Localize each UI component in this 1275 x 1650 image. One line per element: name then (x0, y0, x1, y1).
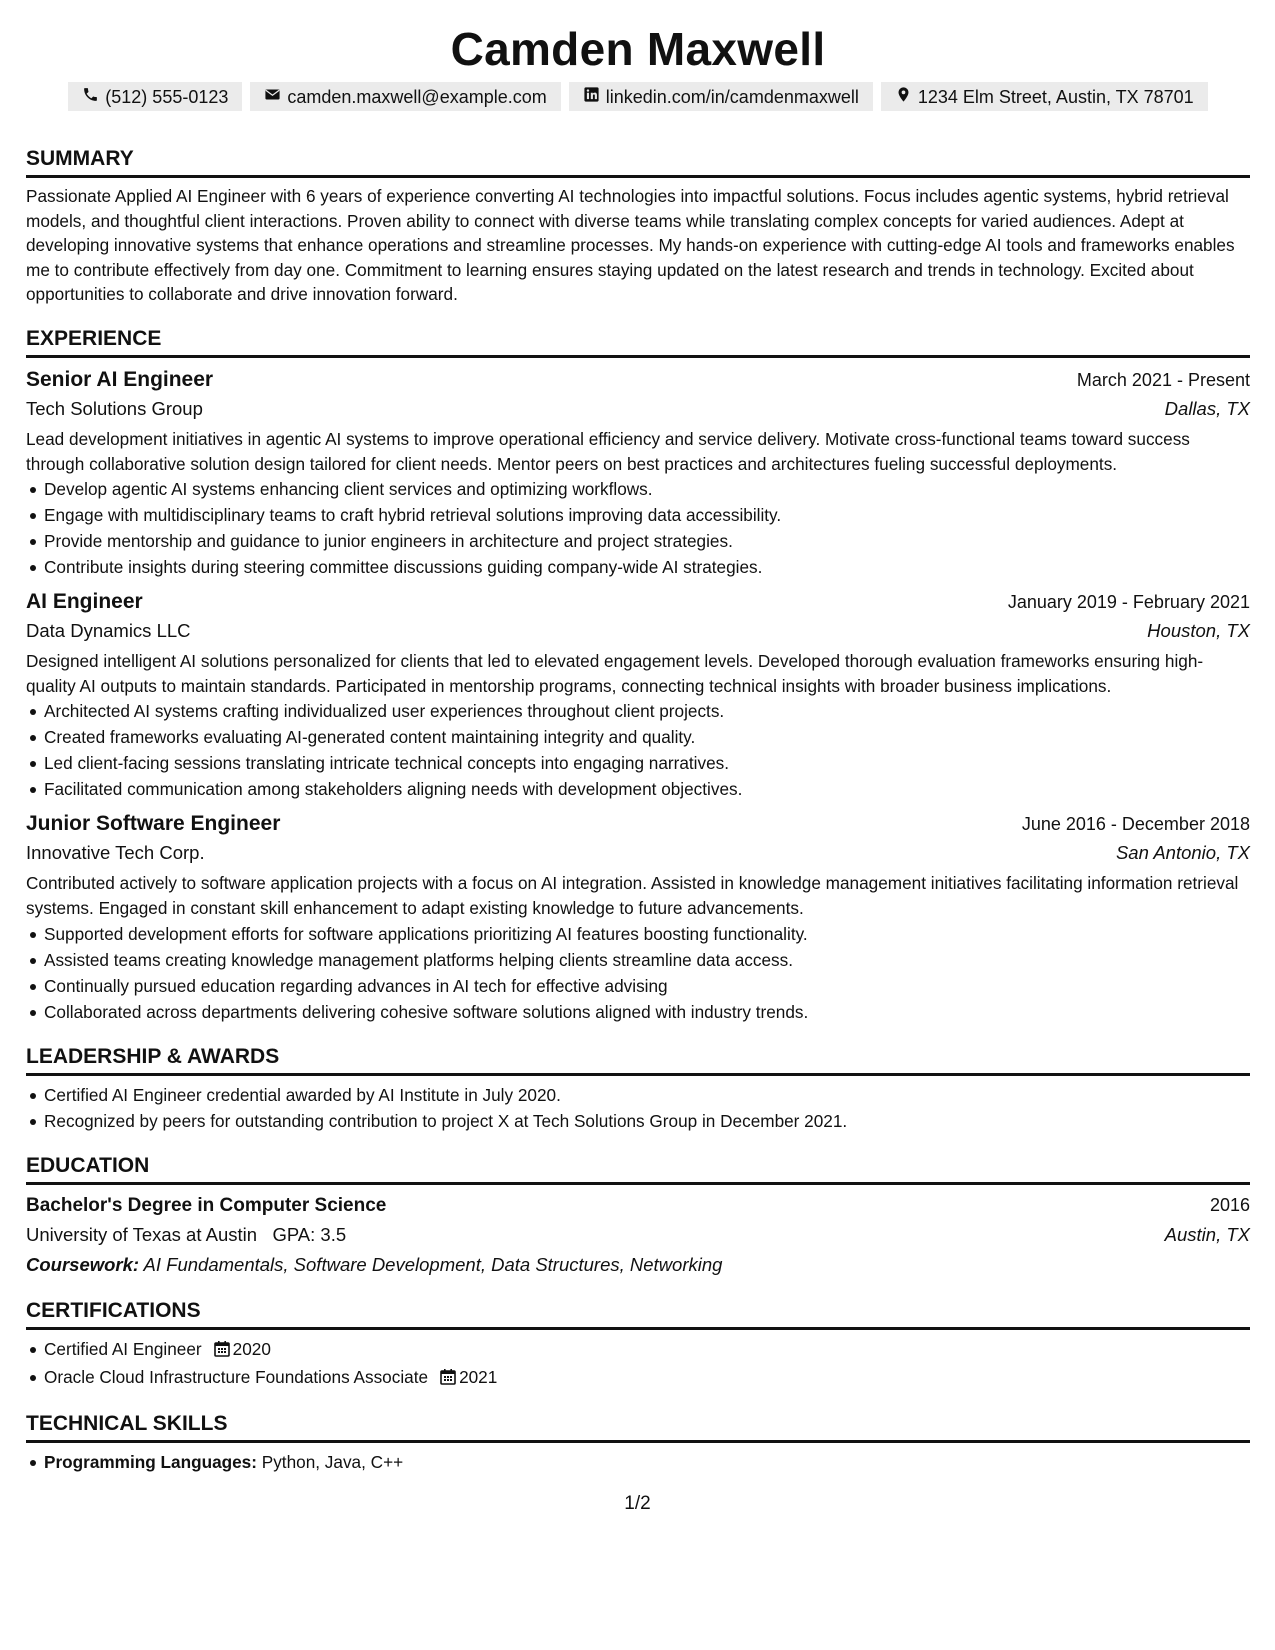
job-title: AI Engineer (26, 590, 143, 614)
job-company: Innovative Tech Corp. (26, 842, 205, 864)
map-pin-icon (895, 86, 912, 108)
list-item: Develop agentic AI systems enhancing client services and optimizing workflows. (26, 476, 1250, 502)
list-item: Provide mentorship and guidance to junior engineers in architecture and project strategies. (26, 528, 1250, 554)
job-location: Dallas, TX (1164, 397, 1250, 419)
awards-list (26, 1082, 1250, 1134)
list-item (26, 1364, 1250, 1392)
job-dates: June 2016 - December 2018 (1021, 814, 1250, 835)
school-name: University of Texas at Austin (26, 1223, 258, 1245)
cert-year: 2021 (459, 1366, 498, 1387)
linkedin-icon (583, 86, 600, 108)
linkedin-text: linkedin.com/in/camdenmaxwell (605, 86, 859, 107)
contact-bar (26, 82, 1250, 111)
cert-name: Oracle Cloud Infrastructure Foundations Associate (44, 1366, 429, 1387)
gpa: GPA: 3.5 (272, 1223, 347, 1245)
address-text: 1234 Elm Street, Austin, TX 78701 (917, 86, 1194, 107)
summary-text: Passionate Applied AI Engineer with 6 years of experience converting AI technologies into impactful solutions. Focus includes agentic systems, hybrid retrieval models, and thoughtful client interactions. Proven ability to connect with diverse teams while translating complex concepts for varied audiences. Adept at developing innovative systems that enhance operations and streamline processes. My hands-on experience with cutting-edge AI tools and frameworks enables me to contribute effectively from day one. Commitment to learning ensures staying updated on the latest research and trends in technology. Excited about opportunities to collaborate and drive innovation forward. (26, 186, 1235, 305)
job-dates: January 2019 - February 2021 (1007, 592, 1250, 613)
email-text: camden.maxwell@example.com (287, 86, 547, 107)
candidate-name: Camden Maxwell (450, 23, 826, 75)
job-bullets (26, 921, 1250, 1025)
awards-heading: LEADERSHIP & AWARDS (26, 1045, 1250, 1076)
job-company: Data Dynamics LLC (26, 620, 191, 642)
list-item: Engage with multidisciplinary teams to craft hybrid retrieval solutions improving data accessibility. (26, 502, 1250, 528)
page-number: 1/2 (624, 1493, 651, 1514)
list-item: Continually pursued education regarding advances in AI tech for effective advising (26, 973, 1250, 999)
job-entry (26, 365, 1250, 580)
calendar-icon (440, 1366, 456, 1392)
certifications-list (26, 1336, 1250, 1392)
job-bullets (26, 698, 1250, 802)
address-chip[interactable] (881, 82, 1208, 111)
phone-icon (82, 86, 99, 108)
calendar-icon (214, 1338, 230, 1364)
job-title: Junior Software Engineer (26, 812, 281, 836)
job-entry (26, 587, 1250, 802)
job-title: Senior AI Engineer (26, 367, 214, 391)
job-description: Lead development initiatives in agentic AI systems to improve operational efficiency and service delivery. Motivate cross-functional teams toward success through collaborative solution design tailored for client needs. Mentor peers on best practices and architectures fueling successful deployments. (26, 428, 1190, 474)
list-item: Facilitated communication among stakeholders aligning needs with development objectives. (26, 776, 1250, 802)
list-item: Collaborated across departments delivering cohesive software solutions aligned with industry trends. (26, 999, 1250, 1025)
coursework-list: AI Fundamentals, Software Development, Data Structures, Networking (143, 1253, 723, 1275)
linkedin-chip[interactable] (569, 82, 873, 111)
list-item: Architected AI systems crafting individualized user experiences throughout client projects. (26, 698, 1250, 724)
job-dates: March 2021 - Present (1076, 369, 1250, 390)
job-entry (26, 809, 1250, 1024)
list-item: Supported development efforts for software applications prioritizing AI features boosting functionality. (26, 921, 1250, 947)
list-item: Assisted teams creating knowledge management platforms helping clients streamline data access. (26, 947, 1250, 973)
school-location: Austin, TX (1164, 1223, 1250, 1245)
resume-page (26, 0, 1250, 1475)
envelope-icon (264, 86, 281, 108)
cert-name: Certified AI Engineer (44, 1338, 202, 1359)
coursework (26, 1251, 1250, 1279)
list-item: Certified AI Engineer credential awarded by AI Institute in July 2020. (26, 1082, 1250, 1108)
degree-title: Bachelor's Degree in Computer Science (26, 1194, 387, 1216)
skills-list (26, 1449, 1250, 1475)
job-description: Contributed actively to software application projects with a focus on AI integration. Assisted in knowledge management initiatives facilitating information retrieval systems. Engaged in constant skill enhancement to adapt existing knowledge to future advancements. (26, 873, 1239, 918)
list-item: Led client-facing sessions translating intricate technical concepts into engaging narratives. (26, 750, 1250, 776)
cert-year: 2020 (232, 1338, 271, 1359)
list-item (26, 1449, 1250, 1475)
experience-heading: EXPERIENCE (26, 327, 1250, 358)
coursework-label: Coursework: (26, 1253, 140, 1275)
list-item: Contribute insights during steering committee discussions guiding company-wide AI strategies. (26, 554, 1250, 580)
job-description: Designed intelligent AI solutions personalized for clients that led to elevated engagement levels. Developed thorough evaluation frameworks ensuring high-quality AI outputs to maintain standards. Participated in mentorship programs, connecting technical insights with broader business implications. (26, 651, 1204, 696)
job-location: San Antonio, TX (1115, 842, 1250, 864)
certifications-heading: CERTIFICATIONS (26, 1299, 1250, 1330)
summary-heading: SUMMARY (26, 147, 1250, 178)
skill-label: Programming Languages: (44, 1451, 257, 1472)
job-company: Tech Solutions Group (26, 397, 203, 419)
degree-year: 2016 (1209, 1194, 1250, 1215)
phone-text: (512) 555-0123 (105, 86, 229, 107)
job-location: Houston, TX (1147, 620, 1250, 642)
list-item (26, 1336, 1250, 1364)
email-chip[interactable] (250, 82, 560, 111)
education-heading: EDUCATION (26, 1154, 1250, 1185)
phone-chip[interactable] (68, 82, 242, 111)
skills-heading: TECHNICAL SKILLS (26, 1412, 1250, 1443)
job-bullets (26, 476, 1250, 580)
list-item: Recognized by peers for outstanding contribution to project X at Tech Solutions Group in December 2021. (26, 1108, 1250, 1134)
skill-value: Python, Java, C++ (261, 1451, 404, 1472)
list-item: Created frameworks evaluating AI-generated content maintaining integrity and quality. (26, 724, 1250, 750)
